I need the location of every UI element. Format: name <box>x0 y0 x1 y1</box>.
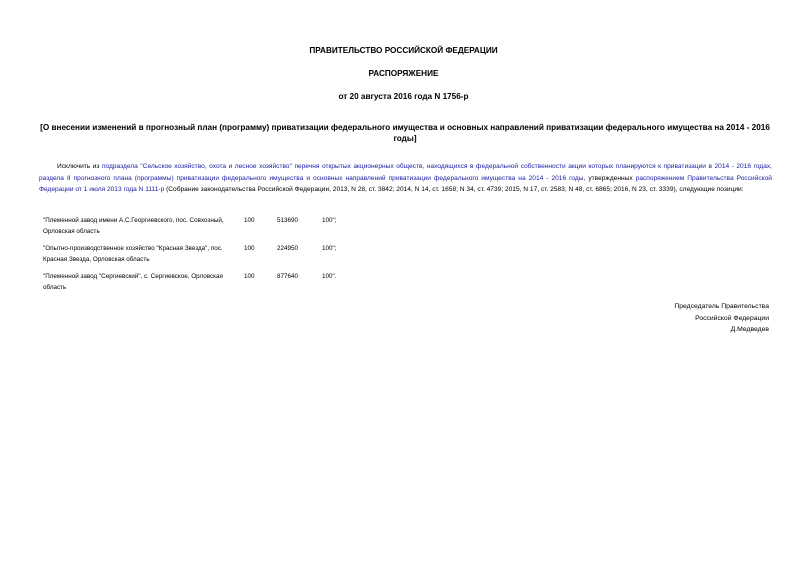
document-type: РАСПОРЯЖЕНИЕ <box>368 69 439 78</box>
position-percent: 100"; <box>322 245 337 252</box>
position-name: "Племенной завод имени А.С.Георгиевского, пос. Совхозный, Орловская область <box>43 217 224 236</box>
document-date-number: от 20 августа 2016 года N 1756-р <box>338 92 469 101</box>
position-percent: 100"; <box>322 217 337 224</box>
position-name: "Племенной завод "Сергиевский", с. Сергиевское, Орловская область <box>43 273 223 292</box>
position-percent: 100". <box>322 273 337 280</box>
order-link[interactable]: распоряжением Правительства Российской Федерации от 1 июля 2013 года N 1111-р <box>39 174 772 194</box>
subsection-link[interactable]: подраздела "Сельское хозяйство, охота и лесное хозяйство" перечня открытых акционерных обществ, находящихся в федеральной собственности акции которых планируются к приватизации в 2014 - 2016 годах, раздела II прогнозного плана (программы) приватизации федерального имущества и основных направлений приватизации федерального имущества на 2014 - 2016 годы <box>39 163 772 182</box>
body-text-1: Исключить из <box>57 163 102 170</box>
position-share: 100 <box>244 273 255 280</box>
signatory-name: Д.Медведев <box>730 326 769 334</box>
signatory-organization: Российской Федерации <box>695 314 769 322</box>
signatory-title: Председатель Правительства <box>674 303 769 310</box>
position-share: 100 <box>244 217 255 224</box>
position-code: 224950 <box>277 245 299 252</box>
position-name: "Опытно-производственное хозяйство "Красная Звезда", пос. Красная Звезда, Орловская область <box>43 245 223 264</box>
document-title: [О внесении изменений в прогнозный план (программу) приватизации федерального имущества и основных направлений приватизации федерального имущества на 2014 - 2016 годы] <box>40 123 770 143</box>
signature-block <box>674 301 769 336</box>
position-share: 100 <box>244 245 255 252</box>
body-text-2: , утвержденных <box>583 174 636 182</box>
position-code: 877640 <box>277 273 299 280</box>
body-text-3: (Собрание законодательства Российской Федерации, 2013, N 28, ст. 3842; 2014, N 14, ст. 1658; N 34, ст. 4739; 2015, N 17, ст. 2583; N 48, ст. 6865; 2016, N 23, ст. 3339), следующие позиции: <box>164 186 744 194</box>
body-paragraph <box>39 161 772 196</box>
position-code: 513690 <box>277 217 299 224</box>
issuing-authority: ПРАВИТЕЛЬСТВО РОССИЙСКОЙ ФЕДЕРАЦИИ <box>309 46 498 55</box>
